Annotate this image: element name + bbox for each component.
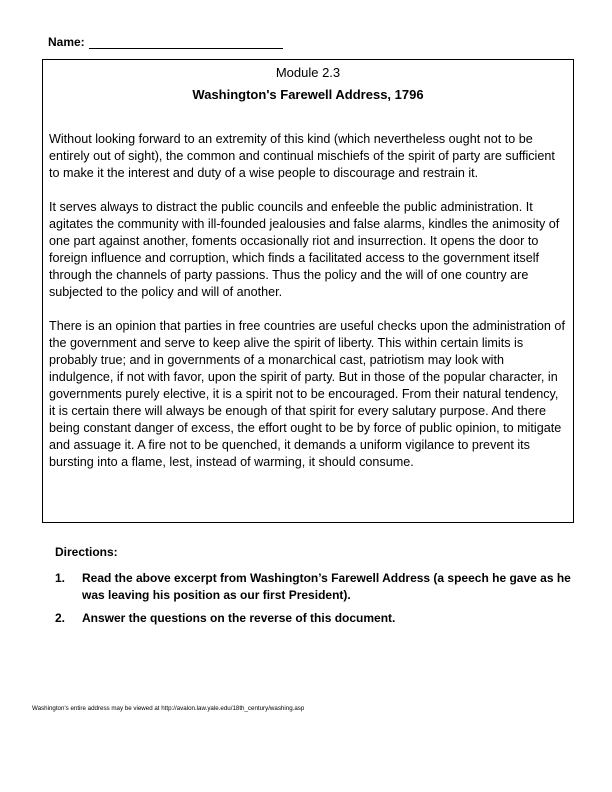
- directions-heading: Directions:: [55, 545, 118, 559]
- excerpt-title: Washington's Farewell Address, 1796: [192, 87, 424, 102]
- direction-number: 2.: [55, 611, 66, 625]
- module-label: Module 2.3: [275, 65, 341, 80]
- directions-list: [55, 570, 575, 633]
- excerpt-paragraph-1: Without looking forward to an extremity of this kind (which nevertheless ought not to be entirely out of sight), the common and continual mischiefs of the spirit of party are sufficient to make it the interest and duty of a wise people to discourage and restrain it.: [49, 132, 555, 180]
- direction-item: [55, 610, 575, 627]
- name-input-line[interactable]: [89, 36, 283, 49]
- direction-item: [55, 570, 575, 604]
- direction-text: Read the above excerpt from Washington’s Farewell Address (a speech he gave as he was leaving his position as our first President).: [82, 571, 571, 602]
- footnote: Washington's entire address may be viewed at http://avalon.law.yale.edu/18th_century/washing.asp: [32, 705, 305, 712]
- excerpt-paragraph-3: There is an opinion that parties in free countries are useful checks upon the administration of the government and serve to keep alive the spirit of liberty. This within certain limits is probably true; and in governments of a monarchical cast, patriotism may look with indulgence, if not with favor, upon the spirit of party. But in those of the popular character, in governments purely elective, it is a spirit not to be encouraged. From their natural tendency, it is certain there will always be enough of that spirit for every salutary purpose. And there being constant danger of excess, the effort ought to be by force of public opinion, to mitigate and assuage it. A fire not to be quenched, it demands a uniform vigilance to prevent its bursting into a flame, lest, instead of warming, it should consume.: [49, 319, 565, 469]
- excerpt-box: [42, 59, 574, 523]
- direction-number: 1.: [55, 571, 66, 585]
- direction-text: Answer the questions on the reverse of this document.: [82, 611, 396, 625]
- name-label: Name:: [48, 35, 85, 49]
- excerpt-paragraph-2: It serves always to distract the public councils and enfeeble the public administration. It agitates the community with ill-founded jealousies and false alarms, kindles the animosity of one part against another, foments occasionally riot and insurrection. It opens the door to foreign influence and corruption, which finds a facilitated access to the government itself through the channels of party passions. Thus the policy and the will of one country are subjected to the policy and will of another.: [49, 200, 560, 299]
- name-field-row: [48, 35, 283, 49]
